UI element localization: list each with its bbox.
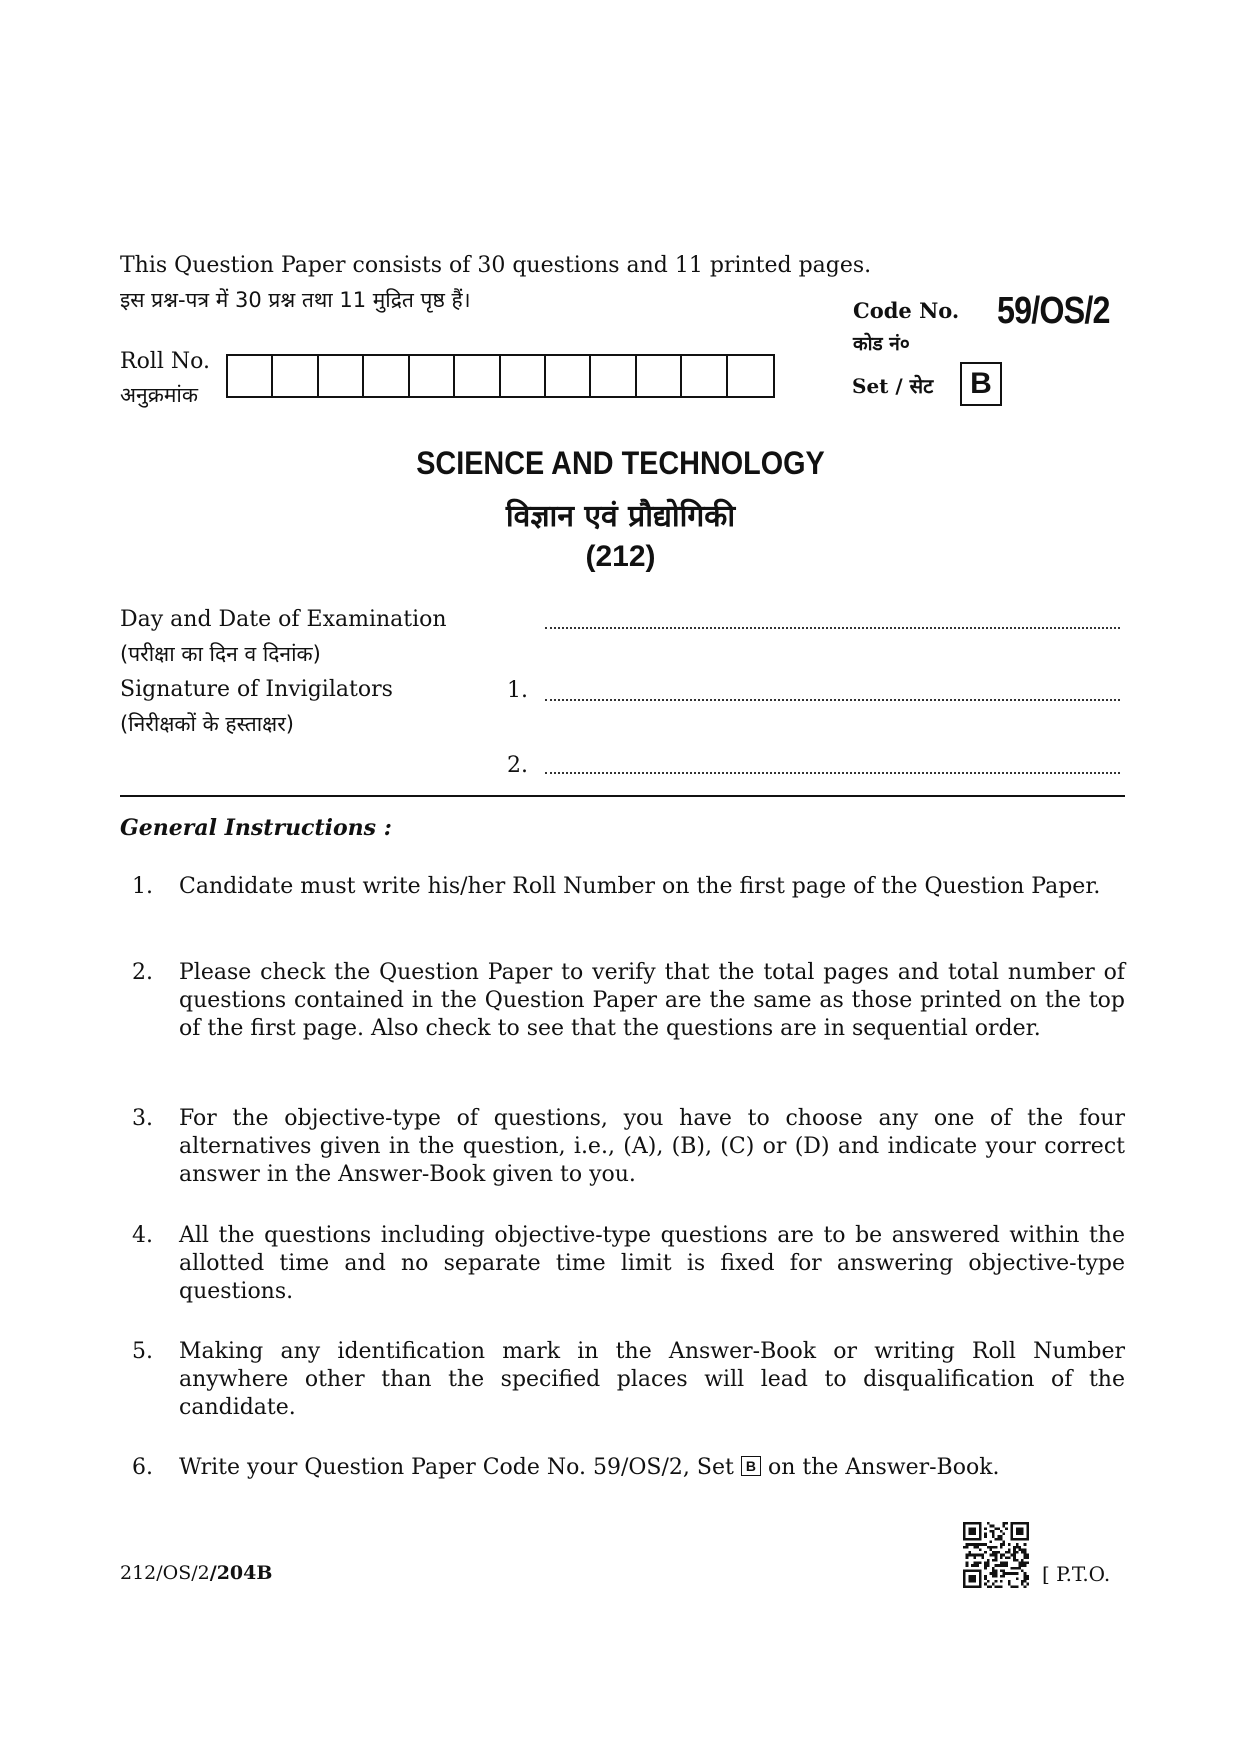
instruction-number: 4. bbox=[132, 1223, 153, 1248]
roll-number-cell[interactable] bbox=[546, 356, 591, 396]
instruction-text bbox=[179, 1454, 1125, 1482]
instruction-number: 6. bbox=[132, 1455, 153, 1480]
signature-1-line[interactable] bbox=[545, 699, 1120, 701]
roll-number-cell[interactable] bbox=[273, 356, 318, 396]
roll-number-cell[interactable] bbox=[501, 356, 546, 396]
instruction-text-after: on the Answer-Book. bbox=[767, 1455, 1000, 1480]
pto-label: [ P.T.O. bbox=[1042, 1562, 1111, 1586]
code-label-hindi: कोड नं० bbox=[853, 333, 910, 355]
subject-title: SCIENCE AND TECHNOLOGY bbox=[416, 445, 825, 481]
instruction-number: 5. bbox=[132, 1339, 153, 1364]
instruction-text-before: Write your Question Paper Code No. 59/OS/2, Set bbox=[179, 1455, 734, 1480]
footer-code-suffix: /204B bbox=[209, 1562, 273, 1584]
roll-number-cell[interactable] bbox=[228, 356, 273, 396]
invigilator-signature-label: Signature of Invigilators bbox=[120, 677, 393, 702]
paper-info-hindi: इस प्रश्न-पत्र में 30 प्रश्न तथा 11 मुद्रित पृष्ठ हैं। bbox=[120, 288, 471, 312]
exam-date-line[interactable] bbox=[545, 627, 1120, 629]
code-label: Code No. bbox=[853, 298, 960, 323]
exam-date-label-hindi: (परीक्षा का दिन व दिनांक) bbox=[120, 642, 321, 666]
instruction-number: 2. bbox=[132, 960, 153, 985]
instructions-heading: General Instructions : bbox=[120, 815, 392, 841]
instruction-text: For the objective-type of questions, you have to choose any one of the four alternatives given in the question, i.e., (A), (B), (C) or (D) and indicate your correct answer in the Answer-Book given to you. bbox=[179, 1106, 1125, 1187]
roll-label-hindi: अनुक्रमांक bbox=[120, 383, 198, 407]
set-inline-box: B bbox=[741, 1456, 761, 1476]
footer-code bbox=[120, 1562, 272, 1584]
set-box: B bbox=[960, 362, 1002, 406]
roll-number-cell[interactable] bbox=[591, 356, 636, 396]
roll-number-grid[interactable] bbox=[226, 354, 775, 398]
roll-number-cell[interactable] bbox=[682, 356, 727, 396]
roll-number-cell[interactable] bbox=[728, 356, 773, 396]
subject-code: (212) bbox=[585, 540, 656, 573]
subject-title-hindi: विज्ञान एवं प्रौद्योगिकी bbox=[505, 499, 736, 534]
roll-number-cell[interactable] bbox=[637, 356, 682, 396]
qr-code-icon bbox=[963, 1522, 1029, 1588]
set-label: Set / सेट bbox=[852, 374, 934, 398]
instruction-number: 3. bbox=[132, 1106, 153, 1131]
roll-number-cell[interactable] bbox=[319, 356, 364, 396]
signature-2-line[interactable] bbox=[545, 772, 1120, 774]
invigilator-signature-label-hindi: (निरीक्षकों के हस्ताक्षर) bbox=[120, 712, 294, 736]
code-value: 59/OS/2 bbox=[997, 290, 1110, 332]
signature-2-number: 2. bbox=[507, 753, 528, 778]
signature-1-number: 1. bbox=[507, 678, 528, 703]
roll-label: Roll No. bbox=[120, 349, 210, 374]
roll-number-cell[interactable] bbox=[455, 356, 500, 396]
roll-number-cell[interactable] bbox=[410, 356, 455, 396]
paper-info-english: This Question Paper consists of 30 questions and 11 printed pages. bbox=[120, 253, 872, 278]
instruction-text: Making any identification mark in the Answer-Book or writing Roll Number anywhere other than the specified places will lead to disqualification of the candidate. bbox=[179, 1339, 1125, 1420]
footer-code-prefix: 212/OS/2 bbox=[120, 1562, 210, 1584]
instruction-text: All the questions including objective-type questions are to be answered within the allotted time and no separate time limit is fixed for answering objective-type questions. bbox=[179, 1223, 1125, 1304]
instruction-number: 1. bbox=[132, 874, 153, 899]
instruction-text: Please check the Question Paper to verify that the total pages and total number of questions contained in the Question Paper are the same as those printed on the top of the first page. Also check to see that the questions are in sequential order. bbox=[179, 960, 1125, 1041]
instruction-text: Candidate must write his/her Roll Number on the first page of the Question Paper. bbox=[179, 874, 1101, 899]
roll-number-cell[interactable] bbox=[364, 356, 409, 396]
exam-date-label: Day and Date of Examination bbox=[120, 607, 447, 632]
divider bbox=[120, 795, 1125, 797]
